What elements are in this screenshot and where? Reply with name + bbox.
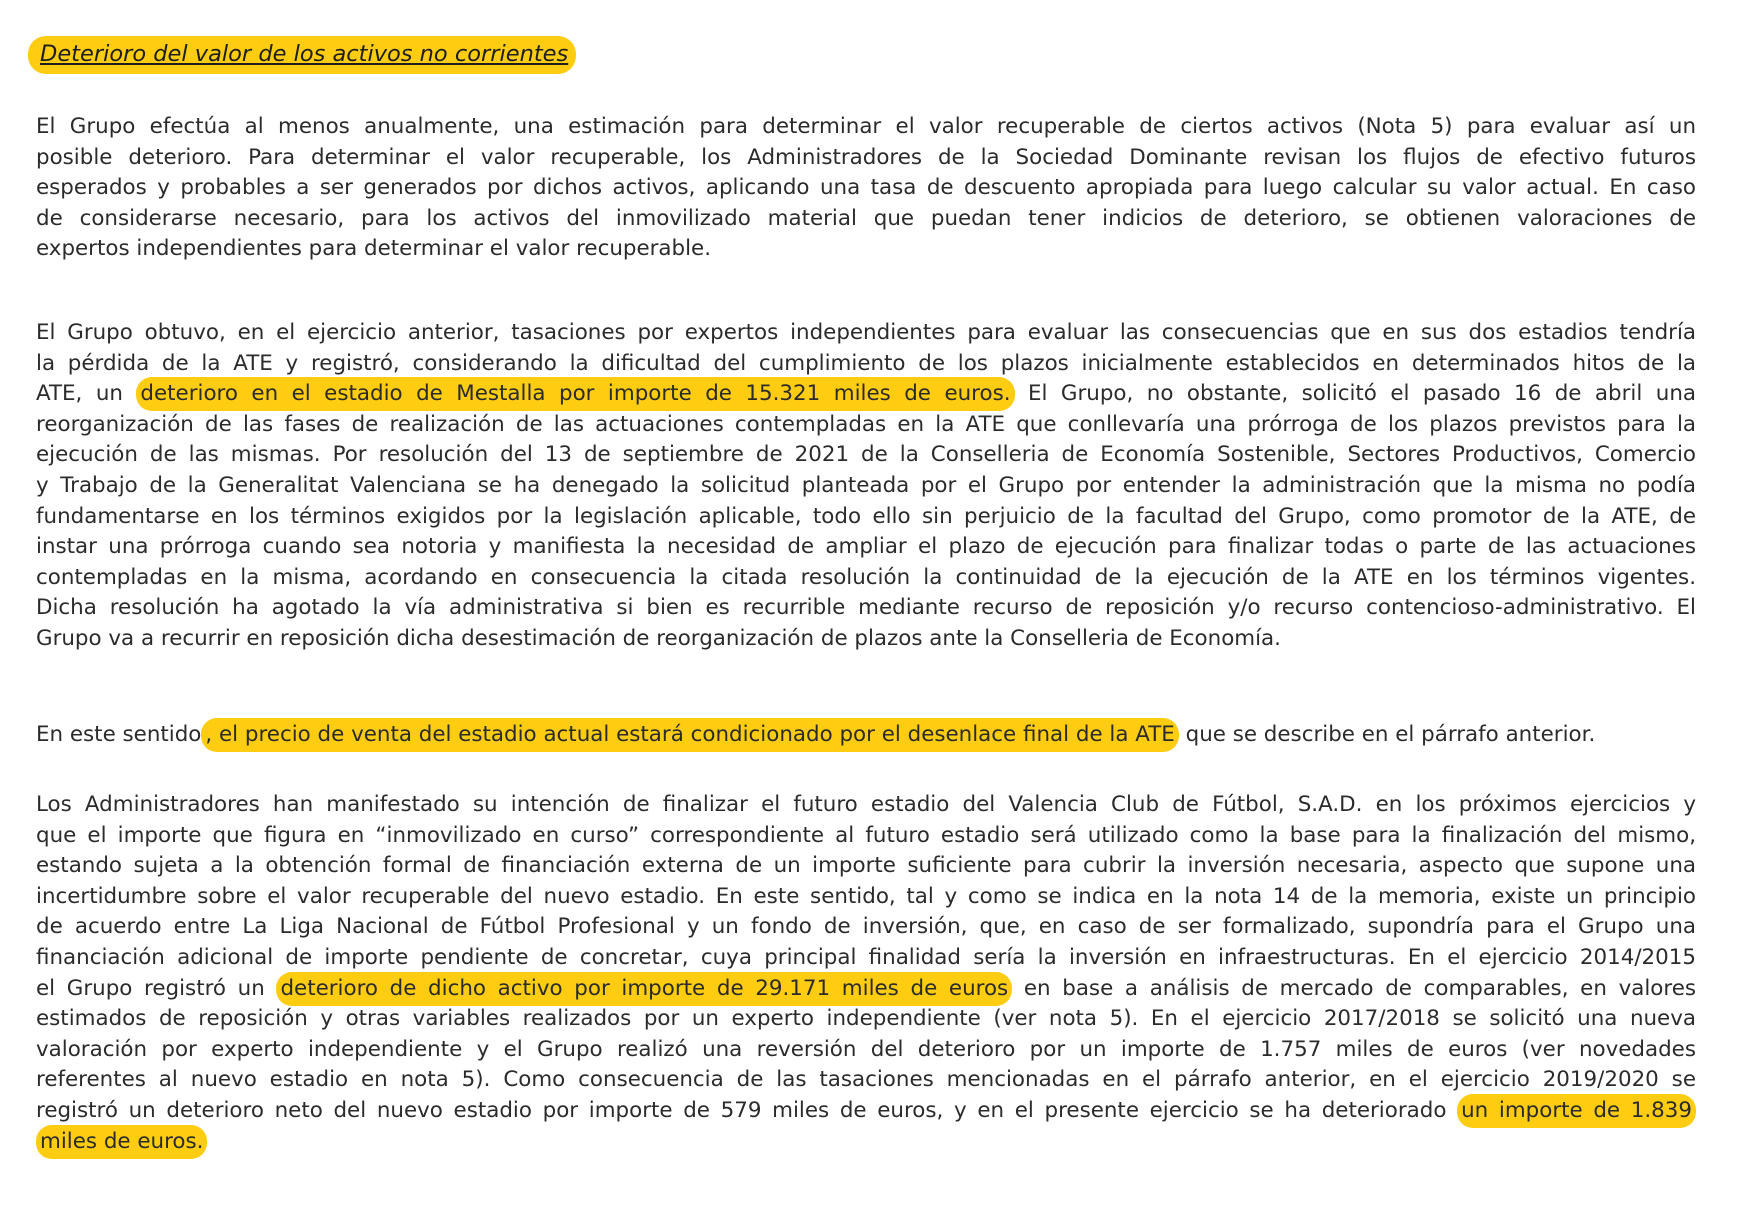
text-line	[36, 720, 1696, 751]
paragraph-2	[36, 318, 1696, 655]
text-line: esperados y probables a ser generados por dichos activos, aplicando una tasa de descuento apropiada para luego calcular su valor actual. En caso	[36, 175, 1696, 201]
paragraph-1	[36, 112, 1696, 265]
highlight-new-stadium-impairment: deterioro de dicho activo por importe de 29.171 miles de euros	[276, 972, 1012, 1006]
text-line: financiación adicional de importe pendiente de concretar, cuya principal finalidad sería la inversión en infraestructuras. En el ejercicio 2014/2015	[36, 944, 1696, 970]
text-line: y Trabajo de la Generalitat Valenciana se ha denegado la solicitud planteada por el Grupo por entender la administración que la misma no podía	[36, 472, 1696, 498]
text-line: de considerarse necesario, para los activos del inmovilizado material que puedan tener indicios de deterioro, se obtienen valoraciones de	[36, 205, 1696, 231]
highlight-sale-price-condition: , el precio de venta del estadio actual estará condicionado por el desenlace final de la ATE	[201, 718, 1178, 752]
text-line	[36, 1127, 1696, 1158]
text-run: El Grupo, no obstante, solicitó el pasado 16 de abril una	[1014, 381, 1696, 407]
text-line: contempladas en la misma, acordando en consecuencia la citada resolución la continuidad de la ejecución de la ATE en los términos vigentes.	[36, 564, 1696, 590]
highlight-mestalla-impairment: deterioro en el estadio de Mestalla por importe de 15.321 miles de euros.	[136, 377, 1014, 411]
text-line: El Grupo efectúa al menos anualmente, una estimación para determinar el valor recuperable de ciertos activos (Nota 5) para evaluar así un	[36, 114, 1696, 139]
section-heading: Deterioro del valor de los activos no corrientes	[40, 41, 569, 67]
text-line: reorganización de las fases de realización de las actuaciones contempladas en la ATE que conllevaría una prórroga de los plazos previstos para la	[36, 411, 1696, 437]
text-line: ejecución de las mismas. Por resolución del 13 de septiembre de 2021 de la Conselleria de Economía Sostenible, Sectores Productivos, Comercio	[36, 442, 1696, 468]
text-line	[36, 974, 1696, 1005]
text-line: El Grupo obtuvo, en el ejercicio anterior, tasaciones por expertos independientes para evaluar las consecuencias que en sus dos estadios tendría	[36, 320, 1696, 345]
text-line: Dicha resolución ha agotado la vía administrativa si bien es recurrible mediante recurso de reposición y/o recurso contencioso-administrativo. El	[36, 595, 1696, 621]
text-line: valoración por experto independiente y el Grupo realizó una reversión del deterioro por un importe de 1.757 miles de euros (ver novedades	[36, 1036, 1696, 1062]
text-line: estando sujeta a la obtención formal de financiación externa de un importe suficiente para cubrir la inversión necesaria, aspecto que supone una	[36, 853, 1696, 879]
text-line: referentes al nuevo estadio en nota 5). Como consecuencia de las tasaciones mencionadas en el párrafo anterior, en el ejercicio 2019/2020 se	[36, 1067, 1696, 1093]
text-run: registró un deterioro neto del nuevo estadio por importe de 579 miles de euros, y en el presente ejercicio se ha deteriorado	[36, 1097, 1458, 1123]
text-run: que se describe en el párrafo anterior.	[1178, 722, 1596, 747]
highlight-current-impairment-cont: miles de euros.	[36, 1125, 207, 1159]
cropped-text-fragment	[82, 0, 202, 7]
text-line	[36, 379, 1696, 410]
text-line: fundamentarse en los términos exigidos por la legislación aplicable, todo ello sin perjuicio de la facultad del Grupo, como promotor de la ATE, de	[36, 503, 1696, 529]
text-line: incertidumbre sobre el valor recuperable del nuevo estadio. En este sentido, tal y como se indica en la nota 14 de la memoria, existe un principio	[36, 883, 1696, 909]
highlight-current-impairment: un importe de 1.839	[1457, 1094, 1696, 1128]
text-line: posible deterioro. Para determinar el valor recuperable, los Administradores de la Sociedad Dominante revisan los flujos de efectivo futuros	[36, 144, 1696, 170]
text-run: en base a análisis de mercado de comparables, en valores	[1012, 975, 1696, 1001]
text-line: Grupo va a recurrir en reposición dicha desestimación de reorganización de plazos ante la Conselleria de Economía.	[36, 625, 1281, 651]
text-line: la pérdida de la ATE y registró, considerando la dificultad del cumplimiento de los plazos inicialmente establecidos en determinados hitos de la	[36, 350, 1696, 376]
text-line: estimados de reposición y otras variables realizados por un experto independiente (ver nota 5). En el ejercicio 2017/2018 se solicitó una nueva	[36, 1006, 1696, 1032]
text-line: de acuerdo entre La Liga Nacional de Fútbol Profesional y un fondo de inversión, que, en caso de ser formalizado, supondría para el Grupo una	[36, 914, 1696, 940]
text-line	[36, 1096, 1696, 1127]
paragraph-3	[36, 720, 1696, 751]
text-run: En este sentido	[36, 722, 202, 747]
text-run: el Grupo registró un	[36, 975, 277, 1001]
paragraph-4	[36, 790, 1696, 1157]
heading-highlight	[28, 36, 576, 74]
text-line: expertos independientes para determinar el valor recuperable.	[36, 236, 712, 262]
text-line: que el importe que figura en “inmovilizado en curso” correspondiente al futuro estadio será utilizado como la base para la finalización del mismo,	[36, 822, 1696, 848]
text-line: instar una prórroga cuando sea notoria y manifiesta la necesidad de ampliar el plazo de ejecución para finalizar todas o parte de las actuaciones	[36, 534, 1696, 560]
text-run: ATE, un	[36, 381, 137, 407]
text-line: Los Administradores han manifestado su intención de finalizar el futuro estadio del Valencia Club de Fútbol, S.A.D. en los próximos ejercicios y	[36, 792, 1696, 817]
